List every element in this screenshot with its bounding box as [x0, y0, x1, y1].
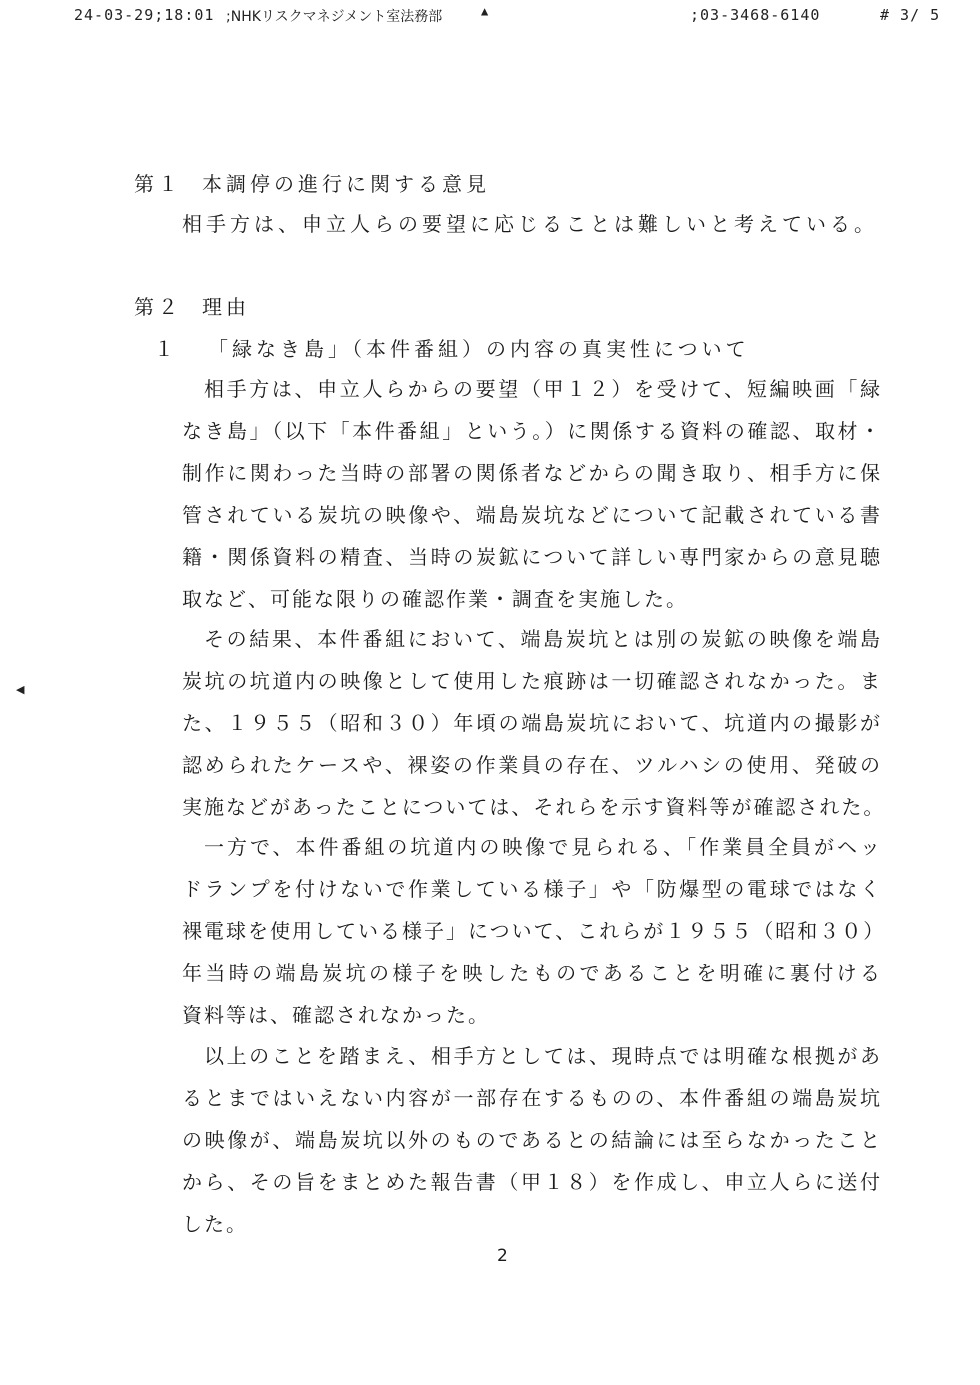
para2-line: 炭坑の坑道内の映像として使用した痕跡は一切確認されなかった。ま: [182, 669, 882, 693]
page-number: 2: [497, 1246, 508, 1266]
para1-line: 制作に関わった当時の部署の関係者などからの聞き取り、相手方に保: [182, 461, 882, 485]
item1-title: 「緑なき島」（本件番組）の内容の真実性について: [208, 337, 750, 361]
para1-line: 相手方は、申立人らからの要望（甲１２）を受けて、短編映画「緑: [204, 377, 882, 401]
para4-line: 以上のことを踏まえ、相手方としては、現時点では明確な根拠があ: [204, 1044, 882, 1068]
fax-phone: ;03-3468-6140: [690, 6, 821, 24]
section1-title: 本調停の進行に関する意見: [202, 172, 490, 196]
para4-line: した。: [182, 1212, 248, 1236]
section1-body: 相手方は、申立人らの要望に応じることは難しいと考えている。: [182, 212, 878, 236]
para3-line: ドランプを付けないで作業している様子」や「防爆型の電球ではなく: [182, 877, 882, 901]
para4-line: から、その旨をまとめた報告書（甲１８）を作成し、申立人らに送付: [182, 1170, 882, 1194]
para4-line: の映像が、端島炭坑以外のものであるとの結論には至らなかったこと: [182, 1128, 882, 1152]
section1-number: 第１: [134, 172, 182, 196]
item1-number: １: [154, 337, 178, 361]
section2-number: 第２: [134, 295, 182, 319]
left-margin-marker: ◀: [16, 683, 25, 696]
para3-line: 裸電球を使用している様子」について、これらが１９５５（昭和３０）: [182, 919, 886, 943]
para3-line: 一方で、本件番組の坑道内の映像で見られる、「作業員全員がヘッ: [204, 835, 882, 859]
section1-heading: [134, 172, 490, 196]
para1-line: 管されている炭坑の映像や、端島炭坑などについて記載されている書: [182, 503, 882, 527]
para1-line: 籍・関係資料の精査、当時の炭鉱について詳しい専門家からの意見聴: [182, 545, 882, 569]
para2-line: た、１９５５（昭和３０）年頃の端島炭坑において、坑道内の撮影が: [182, 711, 882, 735]
para2-line: 認められたケースや、裸姿の作業員の存在、ツルハシの使用、発破の: [182, 753, 882, 777]
para1-line: なき島」（以下「本件番組」という。）に関係する資料の確認、取材・: [182, 419, 882, 443]
item1-heading: [154, 337, 750, 361]
section2-heading: [134, 295, 250, 319]
para4-line: るとまではいえない内容が一部存在するものの、本件番組の端島炭坑: [182, 1086, 882, 1110]
fax-sender: ;NHKリスクマネジメント室法務部: [226, 9, 443, 25]
fax-arrow-mark: ▲: [481, 4, 490, 18]
fax-page-indicator: # 3/ 5: [880, 6, 941, 24]
para2-line: 実施などがあったことについては、それらを示す資料等が確認された。: [182, 795, 886, 819]
para2-line: その結果、本件番組において、端島炭坑とは別の炭鉱の映像を端島: [204, 627, 882, 651]
para3-line: 年当時の端島炭坑の様子を映したものであることを明確に裏付ける: [182, 961, 882, 985]
para1-line: 取など、可能な限りの確認作業・調査を実施した。: [182, 587, 688, 611]
section2-title: 理由: [202, 295, 250, 319]
para3-line: 資料等は、確認されなかった。: [182, 1003, 490, 1027]
fax-datetime: 24-03-29;18:01: [74, 6, 215, 24]
